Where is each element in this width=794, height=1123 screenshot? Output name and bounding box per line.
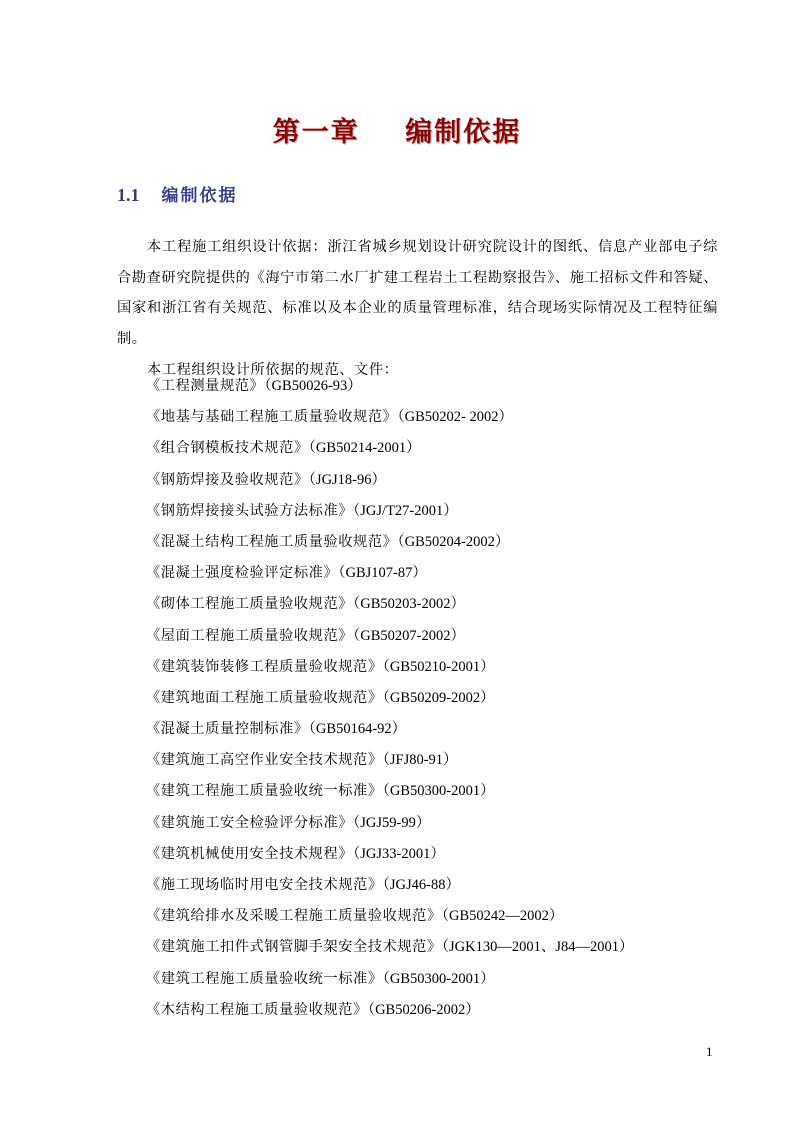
standard-item [146, 776, 634, 807]
standard-item [146, 589, 634, 620]
standard-code: （JGK130—2001、J84—2001） [441, 939, 634, 956]
chapter-title: 第一章 编制依据 [272, 117, 522, 148]
standard-code: （GB50207-2002） [353, 627, 466, 644]
standard-item [146, 995, 634, 1026]
standard-name: 《木结构工程施工质量验收规范》 [146, 1001, 368, 1018]
standard-name: 《建筑装饰装修工程质量验收规范》 [146, 658, 383, 675]
standard-item [146, 465, 634, 496]
standard-code: （JGJ/T27-2001） [353, 502, 458, 519]
standards-list [146, 371, 634, 1026]
standard-name: 《屋面工程施工质量验收规范》 [146, 627, 354, 644]
standard-code: （GB50203-2002） [353, 596, 466, 613]
standard-item [146, 496, 634, 527]
standard-item [146, 558, 634, 589]
standard-name: 《建筑工程施工质量验收统一标准》 [146, 970, 383, 987]
standard-item [146, 964, 634, 995]
standard-item [146, 839, 634, 870]
standard-item [146, 683, 634, 714]
standard-item [146, 433, 634, 464]
standard-code: （JGJ33-2001） [353, 845, 445, 862]
standard-name: 《建筑施工高空作业安全技术规范》 [146, 752, 383, 769]
standard-code: （JGJ46-88） [382, 877, 460, 893]
standard-item [146, 808, 634, 839]
standard-code: （GB50214-2001） [308, 440, 421, 457]
standard-name: 《混凝土质量控制标准》 [146, 721, 309, 738]
standard-code: （GB50300-2001） [382, 783, 495, 800]
standard-name: 《组合钢模板技术规范》 [146, 440, 309, 457]
standard-name: 《建筑地面工程施工质量验收规范》 [146, 689, 383, 706]
standard-code: （GB50210-2001） [382, 658, 495, 675]
standard-code: （JGJ59-99） [353, 814, 431, 831]
standard-item [146, 402, 634, 433]
standard-code: （JFJ80-91） [382, 752, 458, 769]
standard-name: 《工程测量规范》 [146, 378, 265, 394]
standard-name: 《混凝土强度检验评定标准》 [146, 565, 339, 582]
standard-code: （GB50026-93） [264, 378, 362, 394]
standard-item [146, 901, 634, 932]
standard-name: 《建筑机械使用安全技术规程》 [146, 845, 354, 862]
standards-intro: 本工程组织设计所依据的规范、文件： [147, 362, 399, 379]
standard-item [146, 652, 634, 683]
standard-code: （GB50206-2002） [367, 1001, 480, 1018]
section-heading [117, 181, 238, 206]
standard-name: 《建筑施工扣件式钢管脚手架安全技术规范》 [146, 939, 442, 956]
standard-name: 《施工现场临时用电安全技术规范》 [146, 877, 383, 893]
standard-name: 《地基与基础工程施工质量验收规范》 [146, 409, 398, 426]
standard-item [146, 621, 634, 652]
standard-item [146, 932, 634, 963]
standard-code: （GB50202- 2002） [397, 409, 513, 426]
standard-code: （GBJ107-87） [338, 565, 427, 582]
standard-name: 《钢筋焊接及验收规范》 [146, 471, 309, 488]
standard-code: （GB50204-2002） [397, 533, 510, 550]
page-number: 1 [706, 1044, 713, 1059]
standard-item [146, 371, 634, 402]
standard-code: （GB50300-2001） [382, 970, 495, 987]
standard-name: 《建筑施工安全检验评分标准》 [146, 814, 354, 831]
standard-code: （GB50242—2002） [441, 908, 564, 925]
standard-name: 《建筑工程施工质量验收统一标准》 [146, 783, 383, 800]
standard-code: （JGJ18-96） [308, 471, 387, 488]
standard-item [146, 527, 634, 558]
standard-code: （GB50209-2002） [382, 689, 495, 706]
section-number: 1.1 [117, 185, 140, 205]
standard-name: 《钢筋焊接接头试验方法标准》 [146, 502, 354, 519]
section-title: 编制依据 [161, 186, 238, 206]
standard-name: 《建筑给排水及采暖工程施工质量验收规范》 [146, 908, 442, 925]
standard-name: 《混凝土结构工程施工质量验收规范》 [146, 533, 398, 550]
standard-item [146, 745, 634, 776]
standard-item [146, 714, 634, 745]
standard-name: 《砌体工程施工质量验收规范》 [146, 596, 354, 613]
standard-code: （GB50164-92） [308, 721, 407, 738]
basis-paragraph: 本工程施工组织设计依据：浙江省城乡规划设计研究院设计的图纸、信息产业部电子综合勘查研究院提供的《海宁市第二水厂扩建工程岩土工程勘察报告》、施工招标文件和答疑、国家和浙江省有关规范、标准以及本企业的质量管理标准，结合现场实际情况及工程特征编制。 [117, 239, 718, 347]
standard-item [146, 870, 634, 901]
